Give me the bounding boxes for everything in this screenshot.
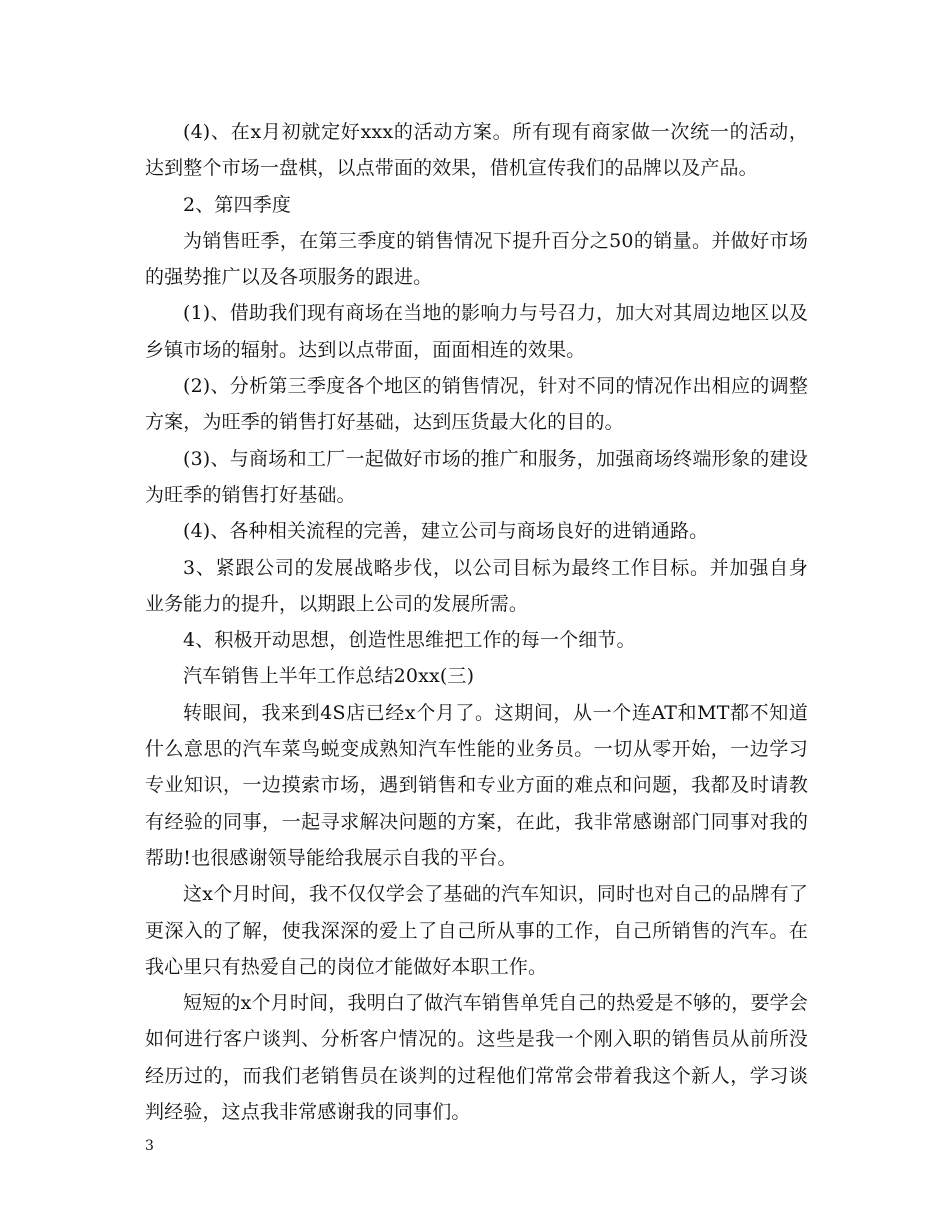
paragraph: 4、积极开动思想，创造性思维把工作的每一个细节。	[183, 629, 636, 652]
paragraph: (4)、在x月初就定好xxx的活动方案。所有现有商家做一次统一的活动，达到整个市场一盘棋，以点带面的效果，借机宣传我们的品牌以及产品。	[145, 121, 808, 180]
paragraph: 这x个月时间，我不仅仅学会了基础的汽车知识，同时也对自己的品牌有了更深入的了解，使我深深的爱上了自己所从事的工作，自己所销售的汽车。在我心里只有热爱自己的岗位才能做好本职工作。	[145, 883, 808, 978]
section-heading: 2、第四季度	[183, 193, 291, 216]
paragraph: (3)、与商场和工厂一起做好市场的推广和服务，加强商场终端形象的建设为旺季的销售打好基础。	[145, 447, 808, 506]
page-number: 3	[145, 1138, 154, 1154]
document-body	[145, 114, 808, 1130]
paragraph: 3、紧跟公司的发展战略步伐，以公司目标为最终工作目标。并加强自身业务能力的提升，以期跟上公司的发展所需。	[145, 556, 808, 615]
paragraph: (4)、各种相关流程的完善，建立公司与商场良好的进销通路。	[183, 520, 709, 543]
paragraph: (2)、分析第三季度各个地区的销售情况，针对不同的情况作出相应的调整方案，为旺季的销售打好基础，达到压货最大化的目的。	[145, 375, 808, 434]
paragraph: 为销售旺季，在第三季度的销售情况下提升百分之50的销量。并做好市场的强势推广以及各项服务的跟进。	[145, 229, 808, 289]
paragraph: (1)、借助我们现有商场在当地的影响力与号召力，加大对其周边地区以及乡镇市场的辐射。达到以点带面，面面相连的效果。	[145, 302, 808, 361]
paragraph: 短短的x个月时间，我明白了做汽车销售单凭自己的热爱是不够的，要学会如何进行客户谈判、分析客户情况的。这些是我一个刚入职的销售员从前所没经历过的，而我们老销售员在谈判的过程他们常常会带着我这个新人，学习谈判经验，这点我非常感谢我的同事们。	[145, 992, 808, 1124]
paragraph: 转眼间，我来到4S店已经x个月了。这期间，从一个连AT和MT都不知道什么意思的汽车菜鸟蜕变成熟知汽车性能的业务员。一切从零开始，一边学习专业知识，一边摸索市场，遇到销售和专业方面的难点和问题，我都及时请教有经验的同事，一起寻求解决问题的方案，在此，我非常感谢部门同事对我的帮助!也很感谢领导能给我展示自我的平台。	[145, 701, 808, 869]
section-title: 汽车销售上半年工作总结20xx(三)	[183, 665, 475, 688]
